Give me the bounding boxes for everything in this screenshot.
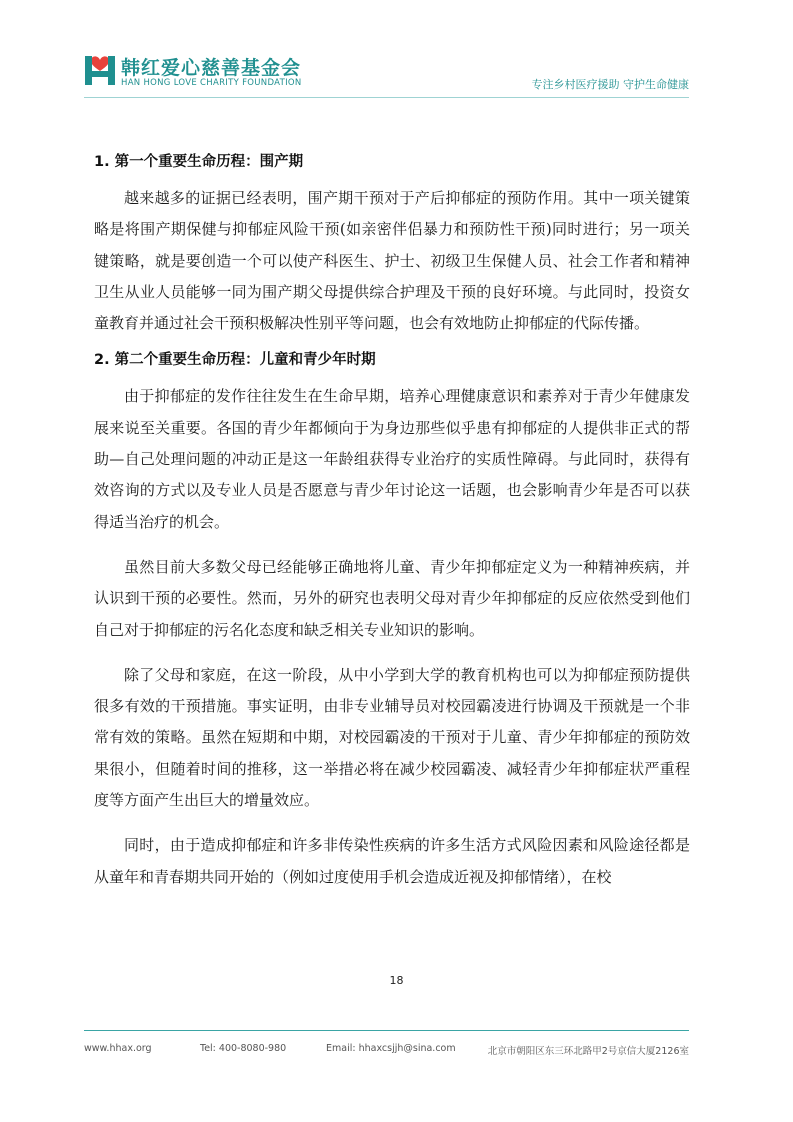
footer-address: 北京市朝阳区东三环北路甲2号京信大厦2126室 (487, 1046, 689, 1057)
section-heading-perinatal: 1. 第一个重要生命历程：围产期 (94, 154, 304, 170)
footer-divider (84, 1030, 689, 1031)
paragraph: 虽然目前大多数父母已经能够正确地将儿童、青少年抑郁症定义为一种精神疾病，并认识到干预的必要性。然而，另外的研究也表明父母对青少年抑郁症的反应依然受到他们自己对于抑郁症的污名化态度和缺乏相关专业知识的影响。 (94, 557, 690, 639)
footer-website: www.hhax.org (84, 1043, 152, 1054)
header-divider (84, 97, 689, 98)
org-name-cn: 韩红爱心慈善基金会 (121, 57, 302, 79)
org-name-en: HAN HONG LOVE CHARITY FOUNDATION (121, 78, 302, 88)
page-number: 18 (389, 974, 404, 987)
paragraph: 同时，由于造成抑郁症和许多非传染性疾病的许多生活方式风险因素和风险途径都是从童年和青春期共同开始的（例如过度使用手机会造成近视及抑郁情绪），在校 (94, 836, 690, 886)
paragraph: 越来越多的证据已经表明，围产期干预对于产后抑郁症的预防作用。其中一项关键策略是将围产期保健与抑郁症风险干预(如亲密伴侣暴力和预防性干预)同时进行；另一项关键策略，就是要创造一个可以使产科医生、护士、初级卫生保健人员、社会工作者和精神卫生从业人员能够一同为围产期父母提供综合护理及干预的良好环境。与此同时，投资女童教育并通过社会干预积极解决性别平等问题，也会有效地防止抑郁症的代际传播。 (94, 189, 690, 333)
header-slogan: 专注乡村医疗援助 守护生命健康 (531, 78, 689, 91)
heart-h-logo-icon (84, 54, 116, 86)
footer-email: Email: hhaxcsjjh@sina.com (326, 1043, 456, 1054)
paragraph: 除了父母和家庭，在这一阶段，从中小学到大学的教育机构也可以为抑郁症预防提供很多有效的干预措施。事实证明，由非专业辅导员对校园霸凌进行协调及干预就是一个非常有效的策略。虽然在短期和中期，对校园霸凌的干预对于儿童、青少年抑郁症的预防效果很小，但随着时间的推移，这一举措必将在减少校园霸凌、减轻青少年抑郁症状严重程度等方面产生出巨大的增量效应。 (94, 665, 690, 810)
section-heading-youth: 2. 第二个重要生命历程：儿童和青少年时期 (94, 352, 376, 369)
footer-tel: Tel: 400-8080-980 (200, 1043, 287, 1054)
document-body (94, 146, 690, 893)
paragraph: 由于抑郁症的发作往往发生在生命早期，培养心理健康意识和素养对于青少年健康发展来说至关重要。各国的青少年都倾向于为身边那些似乎患有抑郁症的人提供非正式的帮助—自己处理问题的冲动正是这一年龄组获得专业治疗的实质性障碍。与此同时，获得有效咨询的方式以及专业人员是否愿意与青少年讨论这一话题，也会影响青少年是否可以获得适当治疗的机会。 (94, 387, 690, 531)
page-header (0, 0, 793, 112)
